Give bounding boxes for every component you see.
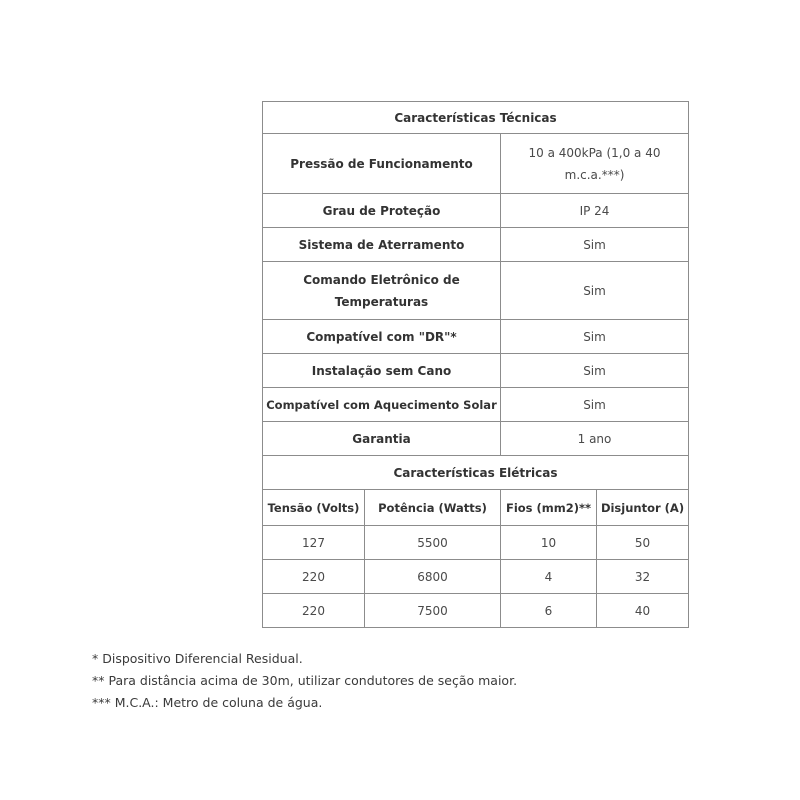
wires-cell: 6 [501,594,597,628]
footnotes [92,648,742,714]
breaker-cell: 32 [597,560,689,594]
table-row [263,560,689,594]
power-cell: 7500 [365,594,501,628]
spec-label: Garantia [263,422,501,456]
power-cell: 5500 [365,526,501,560]
spec-value: Sim [501,320,689,354]
electrical-columns-row [263,490,689,526]
wires-cell: 10 [501,526,597,560]
electrical-title: Características Elétricas [263,456,689,490]
spec-label: Comando Eletrônico de Temperaturas [263,262,501,320]
spec-label: Instalação sem Cano [263,354,501,388]
voltage-cell: 127 [263,526,365,560]
table-row [263,594,689,628]
spec-value: Sim [501,262,689,320]
technical-header-row [263,102,689,134]
footnote: ** Para distância acima de 30m, utilizar condutores de seção maior. [92,673,518,688]
spec-value: Sim [501,388,689,422]
wires-cell: 4 [501,560,597,594]
table-row [263,422,689,456]
spec-label: Compatível com Aquecimento Solar [263,388,501,422]
spec-value: Sim [501,354,689,388]
spec-value: 1 ano [501,422,689,456]
voltage-cell: 220 [263,560,365,594]
spec-value: IP 24 [501,194,689,228]
table-row [263,194,689,228]
table-row [263,320,689,354]
electrical-header-row [263,456,689,490]
specifications-table [262,101,689,628]
column-header-breaker: Disjuntor (A) [597,490,689,526]
voltage-cell: 220 [263,594,365,628]
breaker-cell: 40 [597,594,689,628]
power-cell: 6800 [365,560,501,594]
table-row [263,526,689,560]
footnote: * Dispositivo Diferencial Residual. [92,651,303,666]
footnote: *** M.C.A.: Metro de coluna de água. [92,695,323,710]
technical-title: Características Técnicas [263,102,689,134]
table-row [263,228,689,262]
column-header-wires: Fios (mm2)** [501,490,597,526]
spec-value: 10 a 400kPa (1,0 a 40 m.c.a.***) [501,134,689,194]
table-row [263,262,689,320]
spec-label: Sistema de Aterramento [263,228,501,262]
spec-value: Sim [501,228,689,262]
breaker-cell: 50 [597,526,689,560]
spec-label: Compatível com "DR"* [263,320,501,354]
spec-label: Grau de Proteção [263,194,501,228]
column-header-power: Potência (Watts) [365,490,501,526]
table-row [263,388,689,422]
spec-label: Pressão de Funcionamento [263,134,501,194]
table-row [263,134,689,194]
column-header-voltage: Tensão (Volts) [263,490,365,526]
table-row [263,354,689,388]
